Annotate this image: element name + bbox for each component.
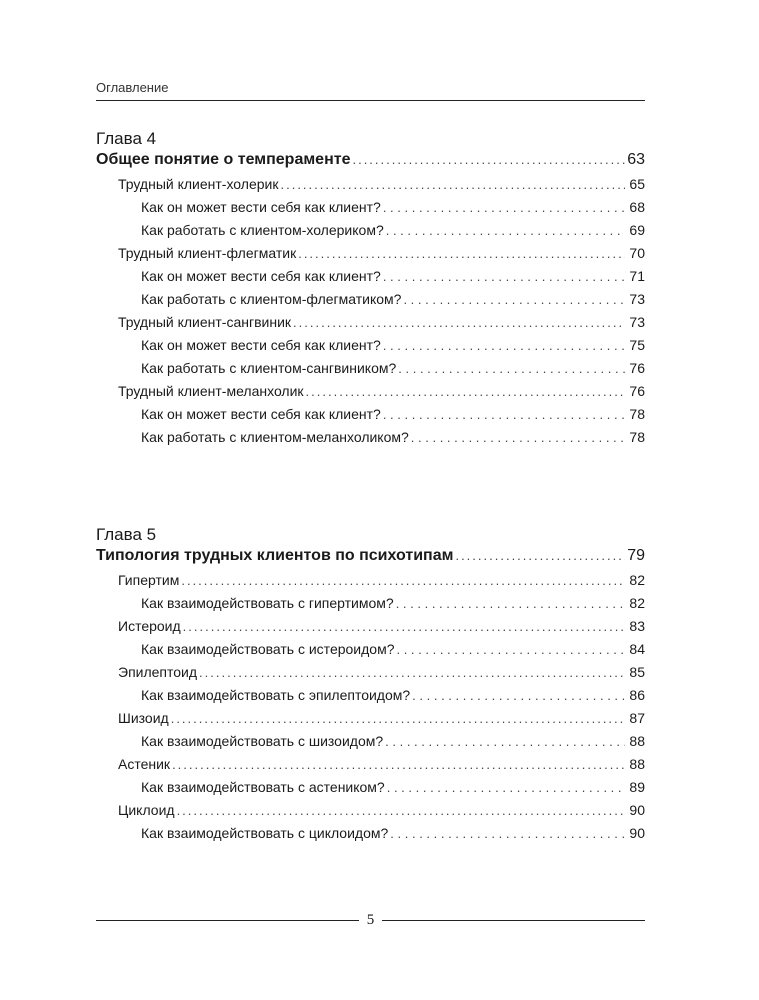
toc-entry-page: 65	[629, 176, 645, 192]
dot-leader	[455, 548, 625, 563]
dot-leader	[385, 734, 625, 749]
toc-entry-page: 83	[629, 618, 645, 634]
toc-entry-page: 70	[629, 245, 645, 261]
toc-entry-page: 63	[627, 151, 645, 168]
dot-leader	[383, 200, 625, 215]
toc-entry-page: 87	[629, 710, 645, 726]
toc-entry[interactable]	[96, 406, 645, 429]
toc-entry-page: 73	[629, 314, 645, 330]
toc-list	[96, 151, 645, 452]
toc-entry-title: Астеник	[118, 756, 171, 772]
toc-entry-title: Как взаимодействовать с истероидом?	[141, 641, 395, 657]
dot-leader	[412, 688, 625, 703]
toc-entry-title: Как работать с клиентом-холериком?	[141, 222, 384, 238]
dot-leader	[199, 665, 625, 680]
dot-leader	[398, 361, 625, 376]
chapter-label: Глава 5	[96, 525, 157, 544]
toc-list	[96, 547, 645, 848]
toc-entry-title: Как взаимодействовать с гипертимом?	[141, 595, 394, 611]
toc-entry-title: Трудный клиент-холерик	[118, 176, 279, 192]
toc-entry[interactable]	[96, 687, 645, 710]
toc-entry-title: Циклоид	[118, 802, 175, 818]
dot-leader	[352, 152, 625, 167]
toc-entry[interactable]	[96, 337, 645, 360]
toc-entry[interactable]	[96, 245, 645, 268]
toc-entry[interactable]	[96, 802, 645, 825]
toc-entry[interactable]	[96, 756, 645, 779]
toc-entry-page: 86	[629, 687, 645, 703]
toc-entry-title: Истероид	[118, 618, 181, 634]
dot-leader	[396, 642, 625, 657]
dot-leader	[396, 596, 625, 611]
toc-entry[interactable]	[96, 595, 645, 618]
toc-entry-title: Как работать с клиентом-флегматиком?	[141, 291, 402, 307]
toc-entry-title: Общее понятие о темпераменте	[96, 151, 351, 168]
toc-entry-page: 88	[629, 756, 645, 772]
toc-entry[interactable]	[96, 199, 645, 222]
toc-entry[interactable]	[96, 618, 645, 641]
dot-leader	[171, 711, 625, 726]
dot-leader	[306, 384, 625, 399]
dot-leader	[298, 246, 625, 261]
toc-entry-title: Как взаимодействовать с астеником?	[141, 779, 385, 795]
toc-entry-title: Как он может вести себя как клиент?	[141, 337, 381, 353]
toc-entry-page: 88	[629, 733, 645, 749]
toc-entry[interactable]	[96, 733, 645, 756]
toc-entry[interactable]	[96, 176, 645, 199]
toc-entry-title: Гипертим	[118, 572, 180, 588]
toc-entry-page: 69	[629, 222, 645, 238]
chapter-4	[96, 128, 645, 452]
toc-entry-title: Шизоид	[118, 710, 169, 726]
toc-entry-title: Как он может вести себя как клиент?	[141, 199, 381, 215]
toc-entry[interactable]	[96, 222, 645, 245]
toc-entry-title: Типология трудных клиентов по психотипам	[96, 547, 454, 564]
footer-rule-left	[96, 920, 359, 921]
dot-leader	[181, 573, 625, 588]
toc-entry-title: Эпилептоид	[118, 664, 198, 680]
toc-entry-title: Как взаимодействовать с шизоидом?	[141, 733, 384, 749]
dot-leader	[390, 826, 625, 841]
dot-leader	[403, 292, 625, 307]
chapter-label: Глава 4	[96, 129, 157, 148]
toc-entry-title: Как работать с клиентом-меланхоликом?	[141, 429, 409, 445]
dot-leader	[177, 803, 625, 818]
toc-entry-title: Трудный клиент-меланхолик	[118, 383, 304, 399]
dot-leader	[411, 430, 625, 445]
toc-entry-page: 75	[629, 337, 645, 353]
toc-entry[interactable]	[96, 664, 645, 687]
toc-entry-title: Как работать с клиентом-сангвиником?	[141, 360, 397, 376]
toc-entry[interactable]	[96, 779, 645, 802]
toc-entry-title: Трудный клиент-сангвиник	[118, 314, 292, 330]
toc-entry[interactable]	[96, 710, 645, 733]
toc-entry[interactable]	[96, 547, 645, 572]
toc-entry-page: 90	[629, 825, 645, 841]
toc-entry[interactable]	[96, 641, 645, 664]
toc-entry-page: 89	[629, 779, 645, 795]
dot-leader	[383, 269, 625, 284]
toc-entry-title: Трудный клиент-флегматик	[118, 245, 297, 261]
toc-entry[interactable]	[96, 151, 645, 176]
toc-entry[interactable]	[96, 291, 645, 314]
toc-entry-title: Как взаимодействовать с циклоидом?	[141, 825, 389, 841]
page-number: 5	[366, 911, 375, 928]
toc-entry-page: 68	[629, 199, 645, 215]
dot-leader	[280, 177, 625, 192]
toc-entry-page: 79	[627, 547, 645, 564]
header-rule	[96, 100, 645, 101]
chapter-5	[96, 524, 645, 848]
toc-entry-page: 76	[629, 360, 645, 376]
page-footer	[96, 910, 645, 930]
toc-entry-page: 82	[629, 595, 645, 611]
toc-entry-title: Как взаимодействовать с эпилептоидом?	[141, 687, 411, 703]
toc-entry[interactable]	[96, 360, 645, 383]
toc-entry[interactable]	[96, 429, 645, 452]
toc-entry[interactable]	[96, 825, 645, 848]
toc-entry-title: Как он может вести себя как клиент?	[141, 406, 381, 422]
toc-entry[interactable]	[96, 383, 645, 406]
toc-entry-page: 85	[629, 664, 645, 680]
toc-entry-page: 73	[629, 291, 645, 307]
toc-entry-page: 71	[629, 268, 645, 284]
toc-entry[interactable]	[96, 572, 645, 595]
toc-entry-page: 78	[629, 429, 645, 445]
dot-leader	[183, 619, 625, 634]
toc-entry-page: 76	[629, 383, 645, 399]
dot-leader	[293, 315, 625, 330]
dot-leader	[383, 407, 625, 422]
dot-leader	[172, 757, 625, 772]
dot-leader	[386, 223, 625, 238]
toc-entry-title: Как он может вести себя как клиент?	[141, 268, 381, 284]
running-head: Оглавление	[96, 80, 169, 95]
toc-entry-page: 84	[629, 641, 645, 657]
footer-rule-right	[382, 920, 645, 921]
toc-entry[interactable]	[96, 268, 645, 291]
toc-entry-page: 90	[629, 802, 645, 818]
toc-entry[interactable]	[96, 314, 645, 337]
toc-entry-page: 78	[629, 406, 645, 422]
dot-leader	[383, 338, 625, 353]
toc-entry-page: 82	[629, 572, 645, 588]
dot-leader	[387, 780, 625, 795]
